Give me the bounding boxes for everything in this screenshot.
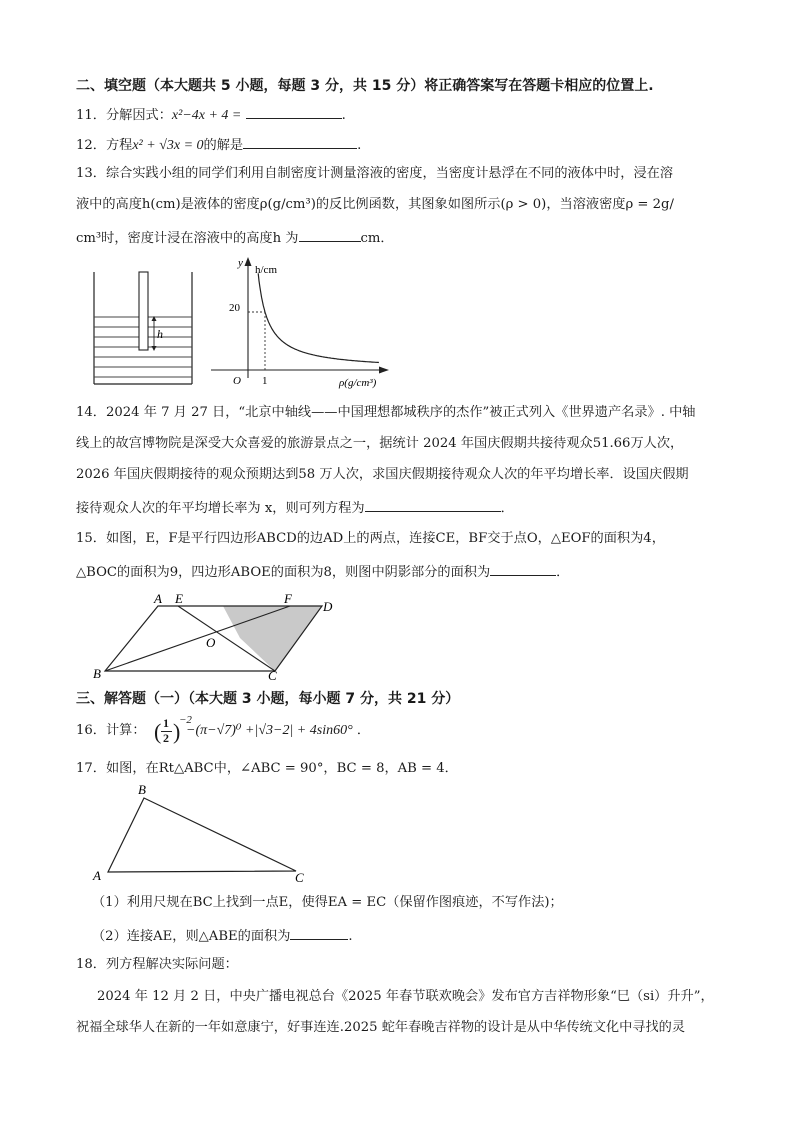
x-tick-1: 1 <box>262 375 268 387</box>
q12-end: . <box>357 138 362 153</box>
q13-line-1: 综合实践小组的同学们利用自制密度计测量溶液的密度，当密度计悬浮在不同的液体中时，浸在溶 <box>105 166 674 181</box>
parallelogram-figure <box>90 590 350 682</box>
question-13-line-3 <box>76 227 394 248</box>
q15-end: ． <box>556 565 570 580</box>
q12-answer-blank <box>243 134 357 149</box>
q18-text: 列方程解决实际问题： <box>105 957 238 972</box>
q17-sub-2b: . <box>348 929 353 944</box>
question-15-line-1 <box>76 530 665 548</box>
q12-text-b: 的解是 <box>203 138 244 153</box>
section-2-heading <box>76 77 654 95</box>
x-axis-label: ρ(g/cm³) <box>339 377 377 389</box>
q11-expression: x²−4x + 4 = <box>171 108 242 123</box>
q14-number: 14． <box>76 405 106 420</box>
label-a: A <box>154 591 162 606</box>
x-axis-arrow <box>379 367 389 374</box>
q17-answer-blank <box>290 925 348 940</box>
label-b: B <box>138 782 146 797</box>
question-18-line-1 <box>97 988 714 1006</box>
label-d: D <box>323 599 333 614</box>
label-e: E <box>175 591 183 606</box>
section-2-title: 二、填空题（本大题共 5 小题，每题 3 分，共 15 分）将正确答案写在答题卡相应的位置上. <box>76 78 654 94</box>
q16-end: ． <box>356 723 371 738</box>
origin-label: O <box>233 375 241 387</box>
q11-answer-blank <box>246 104 342 119</box>
section-3-title: 三、解答题（一）（本大题 3 小题，每小题 7 分，共 21 分） <box>76 691 460 707</box>
label-c: C <box>268 668 277 682</box>
hydrometer-beaker-figure <box>88 266 198 388</box>
q11-number: 11． <box>76 108 106 123</box>
label-a: A <box>93 868 101 883</box>
q16-number: 16． <box>76 723 106 738</box>
shaded-region <box>223 606 322 671</box>
q13-answer-blank <box>299 227 361 242</box>
question-17 <box>76 760 458 778</box>
question-18 <box>76 956 238 974</box>
question-18-line-2 <box>76 1019 685 1037</box>
label-c: C <box>295 870 304 885</box>
section-3-heading <box>76 690 459 708</box>
q14-end: ． <box>500 501 514 516</box>
q14-line-2: 线上的故宫博物院是深受大众喜爱的旅游景点之一，据统计 2024 年国庆假期共接待观众51.66万人次， <box>76 436 684 451</box>
question-14-line-4 <box>76 497 514 518</box>
question-17-part-2 <box>92 925 353 946</box>
q15-line-1: 如图，E，F是平行四边形ABCD的边AD上的两点，连接CE，BF交于点O，△EOF的面积为4， <box>105 531 665 546</box>
y-axis-arrow <box>245 257 252 266</box>
q16-text: 计算： <box>105 723 146 738</box>
y-axis-unit: h/cm <box>255 264 277 276</box>
inverse-curve <box>258 273 379 362</box>
triangle-figure <box>90 782 320 886</box>
q15-number: 15． <box>76 531 106 546</box>
question-16-expression <box>186 722 370 740</box>
question-17-part-1 <box>92 894 563 912</box>
triangle-abc <box>108 798 296 872</box>
question-16 <box>76 722 146 740</box>
q14-line-4: 接待观众人次的年平均增长率为 x，则可列方程为 <box>76 501 365 516</box>
q17-text: 如图，在Rt△ABC中，∠ABC = 90°，BC = 8，AB = 4． <box>105 761 458 776</box>
question-15-line-2 <box>76 561 569 582</box>
question-11 <box>76 104 346 125</box>
q16-expression: −(π−√7)⁰ +|√3−2| + 4sin60° <box>186 723 353 738</box>
q17-sub-1: （1）利用尺规在BC上找到一点E，使得EA = EC（保留作图痕迹，不写作法)； <box>92 895 563 910</box>
q14-line-1: 2024 年 7 月 27 日，“北京中轴线——中国理想都城秩序的杰作”被正式列入《世界遗产名录》. 中轴 <box>105 405 696 420</box>
label-f: F <box>284 591 292 606</box>
q13-line-2: 液中的高度h(cm)是液体的密度ρ(g/cm³)的反比例函数，其图象如图所示(ρ > 0)，当溶液密度ρ = 2g/ <box>76 197 674 212</box>
q17-number: 17． <box>76 761 106 776</box>
question-12 <box>76 134 361 155</box>
q12-number: 12． <box>76 138 106 153</box>
q14-line-3: 2026 年国庆假期接待的观众预期达到58 万人次，求国庆假期接待观众人次的年平均增长率．设国庆假期 <box>76 467 689 482</box>
q15-line-2: △BOC的面积为9，四边形ABOE的面积为8，则图中阴影部分的面积为 <box>76 565 491 580</box>
q18-number: 18． <box>76 957 106 972</box>
y-tick-20: 20 <box>229 302 240 314</box>
q11-end: . <box>341 108 346 123</box>
y-axis-name: y <box>238 257 243 269</box>
question-13-line-1 <box>76 165 673 183</box>
inverse-proportion-graph <box>205 252 395 392</box>
q12-expression: x² + √3x = 0 <box>132 138 204 153</box>
q15-answer-blank <box>490 561 556 576</box>
q18-line-2: 祝福全球华人在新的一年如意康宁，好事连连.2025 蛇年春晚吉祥物的设计是从中华传统文化中寻找的灵 <box>76 1020 686 1035</box>
question-13-line-2 <box>76 196 674 214</box>
q17-sub-2a: （2）连接AE，则△ABE的面积为 <box>92 929 291 944</box>
q13-number: 13． <box>76 166 106 181</box>
q11-text: 分解因式： <box>105 108 172 123</box>
label-b: B <box>93 666 101 681</box>
q12-text-a: 方程 <box>105 138 133 153</box>
hydrometer-h-label: h <box>157 327 163 341</box>
label-o: O <box>206 635 216 650</box>
q13-line-3b: cm． <box>360 231 394 246</box>
q13-line-3a: cm³时，密度计浸在溶液中的高度h 为 <box>76 231 299 246</box>
question-14-line-1 <box>76 404 695 422</box>
question-14-line-2 <box>76 435 683 453</box>
q18-line-1: 2024 年 12 月 2 日，中央广播电视总台《2025 年春节联欢晚会》发布官方吉祥物形象“巳（si）升升”， <box>97 989 714 1004</box>
q14-answer-blank <box>365 497 501 512</box>
question-14-line-3 <box>76 466 689 484</box>
